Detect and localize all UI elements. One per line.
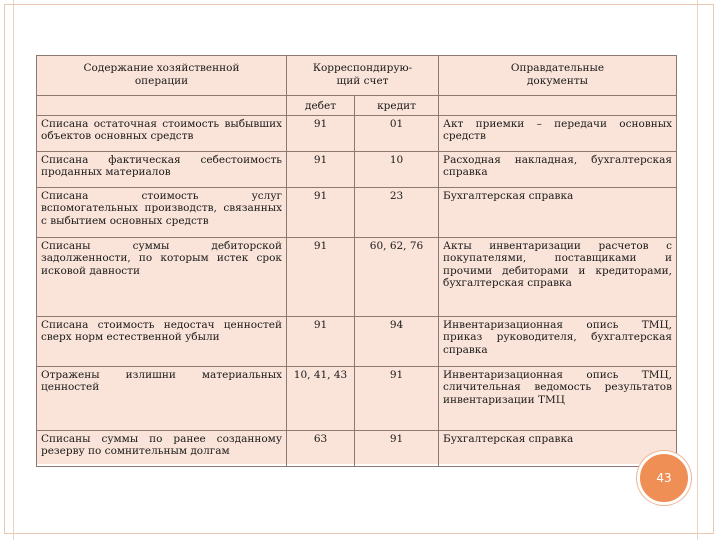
header-documents: Оправдательные документы [439,56,677,96]
operation-cell: Списана остаточная стоимость выбывших объектов основных средств [37,115,287,151]
table-row [37,316,677,366]
operations-table [36,55,676,464]
header-operation: Содержание хозяйственной операции [37,56,287,96]
document-cell: Бухгалтерская справка [439,187,677,237]
table-row [37,237,677,316]
operation-cell: Отражены излишни материальных ценностей [37,366,287,430]
credit-cell: 10 [355,151,439,187]
operation-cell: Списаны суммы дебиторской задолженности, по которым истек срок исковой давности [37,237,287,316]
header-documents-cont [439,96,677,116]
document-cell: Расходная накладная, бухгалтерская справка [439,151,677,187]
debit-cell: 91 [287,237,355,316]
header-operation-cont [37,96,287,116]
debit-cell: 91 [287,151,355,187]
table-row [37,430,677,466]
frame-left-line [13,0,14,540]
document-cell: Акт приемки – передачи основных средств [439,115,677,151]
debit-cell: 91 [287,187,355,237]
credit-cell: 91 [355,430,439,466]
debit-cell: 63 [287,430,355,466]
header-credit: кредит [355,96,439,116]
document-cell: Бухгалтерская справка [439,430,677,466]
credit-cell: 23 [355,187,439,237]
table-row [37,151,677,187]
credit-cell: 60, 62, 76 [355,237,439,316]
operation-cell: Списана стоимость недостач ценностей сверх норм естественной убыли [37,316,287,366]
header-corr-account: Корреспондирую-щий счет [287,56,439,96]
credit-cell: 91 [355,366,439,430]
debit-cell: 91 [287,115,355,151]
operation-cell: Списана фактическая себестоимость проданных материалов [37,151,287,187]
page-number-badge: 43 [637,451,691,505]
debit-cell: 10, 41, 43 [287,366,355,430]
document-cell: Инвентаризационная опись ТМЦ, приказ руководителя, бухгалтерская справка [439,316,677,366]
table-row [37,187,677,237]
header-debit: дебет [287,96,355,116]
operation-cell: Списаны суммы по ранее созданному резерву по сомнительным долгам [37,430,287,466]
debit-cell: 91 [287,316,355,366]
frame-right-line [697,0,698,540]
table-row [37,115,677,151]
credit-cell: 01 [355,115,439,151]
table-row [37,366,677,430]
document-cell: Акты инвентаризации расчетов с покупателями, поставщиками и прочими дебиторами и кредиторами, бухгалтерская справка [439,237,677,316]
operation-cell: Списана стоимость услуг вспомогательных производств, связанных с выбытием основных средств [37,187,287,237]
credit-cell: 94 [355,316,439,366]
document-cell: Инвентаризационная опись ТМЦ, сличительная ведомость результатов инвентаризации ТМЦ [439,366,677,430]
